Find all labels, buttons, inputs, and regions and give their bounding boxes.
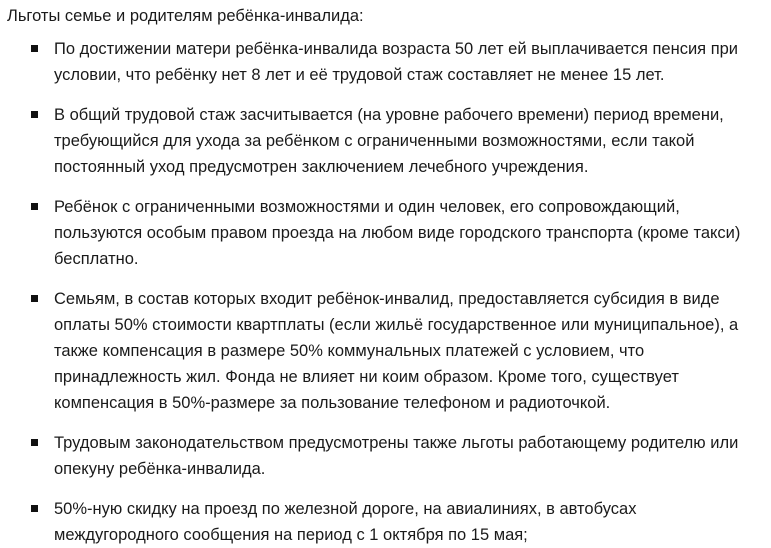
square-bullet-icon [31,111,38,118]
list-item-text: 50%-ную скидку на проезд по железной дороге, на авиалиниях, в автобусах междугородного сообщения на период с 1 октября по 15 мая; [54,500,637,544]
document-heading: Льготы семье и родителям ребёнка-инвалида: [7,7,364,25]
list-item [7,496,761,548]
list-item-text: В общий трудовой стаж засчитывается (на уровне рабочего времени) период времени, требующийся для ухода за ребёнком с ограниченными возможностями, если такой постоянный уход предусмотрен заключением лечебного учреждения. [54,106,724,176]
square-bullet-icon [31,505,38,512]
list-item-text: По достижении матери ребёнка-инвалида возраста 50 лет ей выплачивается пенсия при условии, что ребёнку нет 8 лет и её трудовой стаж составляет не менее 15 лет. [54,40,739,84]
list-item [7,36,761,88]
list-item [7,430,761,482]
list-item-text: Семьям, в состав которых входит ребёнок-инвалид, предоставляется субсидия в виде оплаты 50% стоимости квартплаты (если жильё государственное или муниципальное), а также компенсация в размере 50% коммунальных платежей с условием, что принадлежность жил. Фонда не влияет ни коим образом. Кроме того, существует компенсация в 50%-размере за пользование телефоном и радиоточкой. [54,290,739,412]
list-item [7,286,761,416]
list-item [7,194,761,272]
square-bullet-icon [31,203,38,210]
square-bullet-icon [31,45,38,52]
list-item [7,102,761,180]
benefits-list [7,36,761,548]
list-item-text: Трудовым законодательством предусмотрены также льготы работающему родителю или опекуну ребёнка-инвалида. [54,434,739,478]
square-bullet-icon [31,295,38,302]
square-bullet-icon [31,439,38,446]
list-item-text: Ребёнок с ограниченными возможностями и один человек, его сопровождающий, пользуются особым правом проезда на любом виде городского транспорта (кроме такси) бесплатно. [54,198,741,268]
